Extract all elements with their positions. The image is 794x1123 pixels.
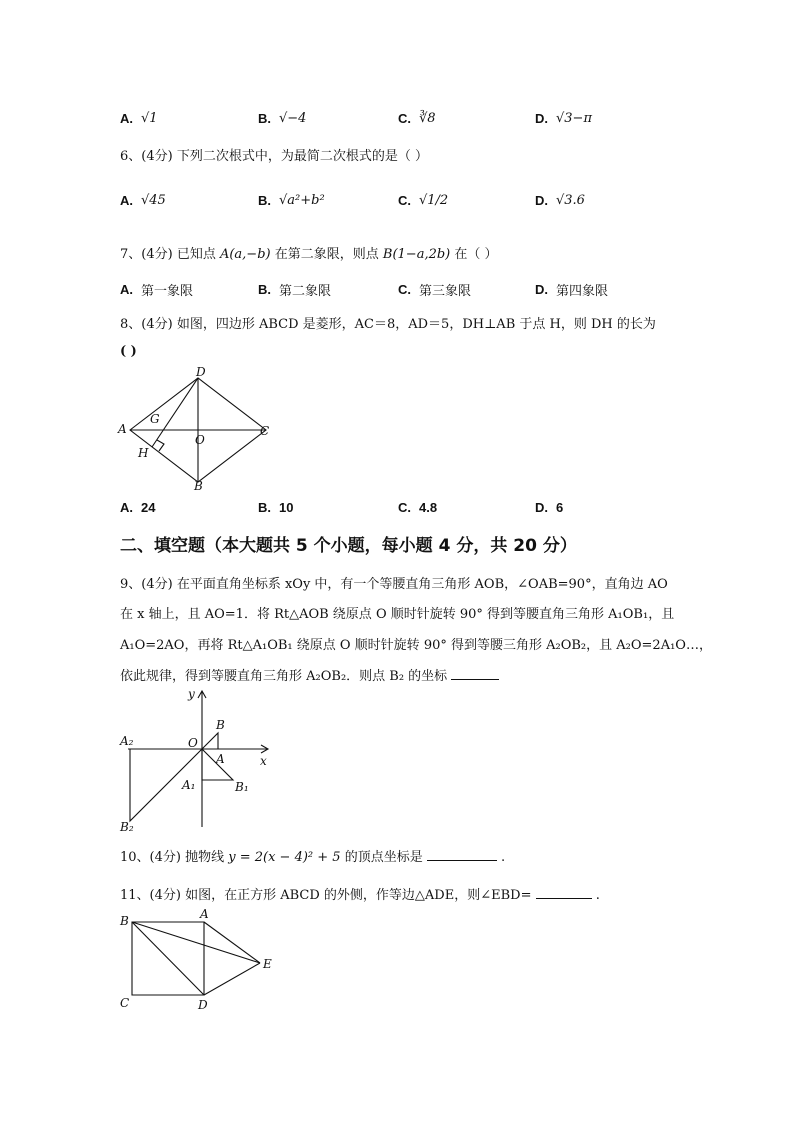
q6-option-a[interactable]: A. √45 <box>120 192 166 208</box>
triangle-aob <box>202 733 218 749</box>
q6-options <box>120 185 680 215</box>
segment-bd <box>132 922 204 995</box>
label-b1: B₁ <box>235 780 249 794</box>
q5-option-c[interactable]: C. ∛8 <box>398 110 436 126</box>
q6-option-b[interactable]: B. √a²+b² <box>258 192 325 208</box>
label-b2: B₂ <box>120 820 134 834</box>
coordinate-figure <box>110 685 280 835</box>
square-figure <box>110 905 300 1017</box>
right-angle-mark <box>157 440 164 451</box>
segment-ae <box>204 922 260 963</box>
section-title: 二、填空题（本大题共 5 个小题，每小题 4 分，共 20 分） <box>120 536 577 556</box>
label-e: E <box>263 957 272 971</box>
q9-answer-blank[interactable] <box>451 666 499 680</box>
label-a: A <box>200 907 209 921</box>
q6-option-c[interactable]: C. √1/2 <box>398 192 449 208</box>
label-g: G <box>150 412 160 426</box>
q9-line2: 在 x 轴上，且 AO=1．将 Rt△AOB 绕原点 O 顺时针旋转 90° 得到等腰直角三角形 A₁OB₁，且 <box>120 607 675 622</box>
label-a1: A₁ <box>182 778 196 792</box>
label-h: H <box>138 446 149 460</box>
q5-options <box>120 103 680 133</box>
q7-option-a[interactable]: A. 第一象限 <box>120 281 194 299</box>
q7-option-b[interactable]: B. 第二象限 <box>258 281 332 299</box>
q11-stem: 11、(4分) 如图，在正方形 ABCD 的外侧，作等边△ADE，则∠EBD= . <box>120 884 600 903</box>
label-y: y <box>188 687 195 701</box>
segment-de <box>204 963 260 995</box>
label-o: O <box>195 433 205 447</box>
q7-stem: 7、(4分) 已知点 A(a,−b) 在第二象限，则点 B(1−a,2b) 在（ ） <box>120 247 498 262</box>
label-b: B <box>216 718 225 732</box>
segment-be <box>132 922 260 963</box>
q8-option-a[interactable]: A. 24 <box>120 499 156 515</box>
label-d: D <box>196 365 206 379</box>
q11-answer-blank[interactable] <box>536 885 592 899</box>
q8-stem-line1: 8、(4分) 如图，四边形 ABCD 是菱形，AC＝8，AD＝5，DH⊥AB 于点 H，则 DH 的长为 <box>120 317 656 332</box>
q9-line1: 9、(4分) 在平面直角坐标系 xOy 中，有一个等腰直角三角形 AOB，∠OAB=90°，直角边 AO <box>120 577 668 592</box>
q8-options <box>120 492 680 522</box>
q5-option-a[interactable]: A. √1 <box>120 110 158 126</box>
q7-option-d[interactable]: D. 第四象限 <box>535 281 609 299</box>
q9-line3: A₁O=2AO，再将 Rt△A₁OB₁ 绕原点 O 顺时针旋转 90° 得到等腰三角形 A₂OB₂，且 A₂O=2A₁O…， <box>120 638 712 653</box>
q8-option-d[interactable]: D. 6 <box>535 499 564 515</box>
q8-option-c[interactable]: C. 4.8 <box>398 499 438 515</box>
q8-option-b[interactable]: B. 10 <box>258 499 294 515</box>
label-d: D <box>198 998 208 1012</box>
label-a: A <box>118 422 127 436</box>
q8-stem-line2: ( ) <box>120 344 137 359</box>
q10-answer-blank[interactable] <box>427 847 497 861</box>
q9-line4: 依此规律，得到等腰直角三角形 A₂OB₂．则点 B₂ 的坐标 <box>120 665 499 684</box>
label-c: C <box>120 996 130 1010</box>
q5-option-d[interactable]: D. √3−π <box>535 110 592 126</box>
q5-option-b[interactable]: B. √−4 <box>258 110 307 126</box>
q10-stem: 10、(4分) 抛物线 y = 2(x − 4)² + 5 的顶点坐标是 . <box>120 846 505 865</box>
label-b: B <box>194 479 203 492</box>
q7-options <box>120 274 680 304</box>
rhombus-figure <box>110 362 290 492</box>
q6-option-d[interactable]: D. √3.6 <box>535 192 585 208</box>
label-x: x <box>260 754 267 768</box>
label-a: A <box>216 752 225 766</box>
label-o: O <box>188 736 198 750</box>
label-a2: A₂ <box>120 734 134 748</box>
q6-stem: 6、(4分) 下列二次根式中，为最简二次根式的是（ ） <box>120 149 428 164</box>
label-c: C <box>260 424 270 438</box>
q7-option-c[interactable]: C. 第三象限 <box>398 281 472 299</box>
label-b: B <box>120 914 129 928</box>
